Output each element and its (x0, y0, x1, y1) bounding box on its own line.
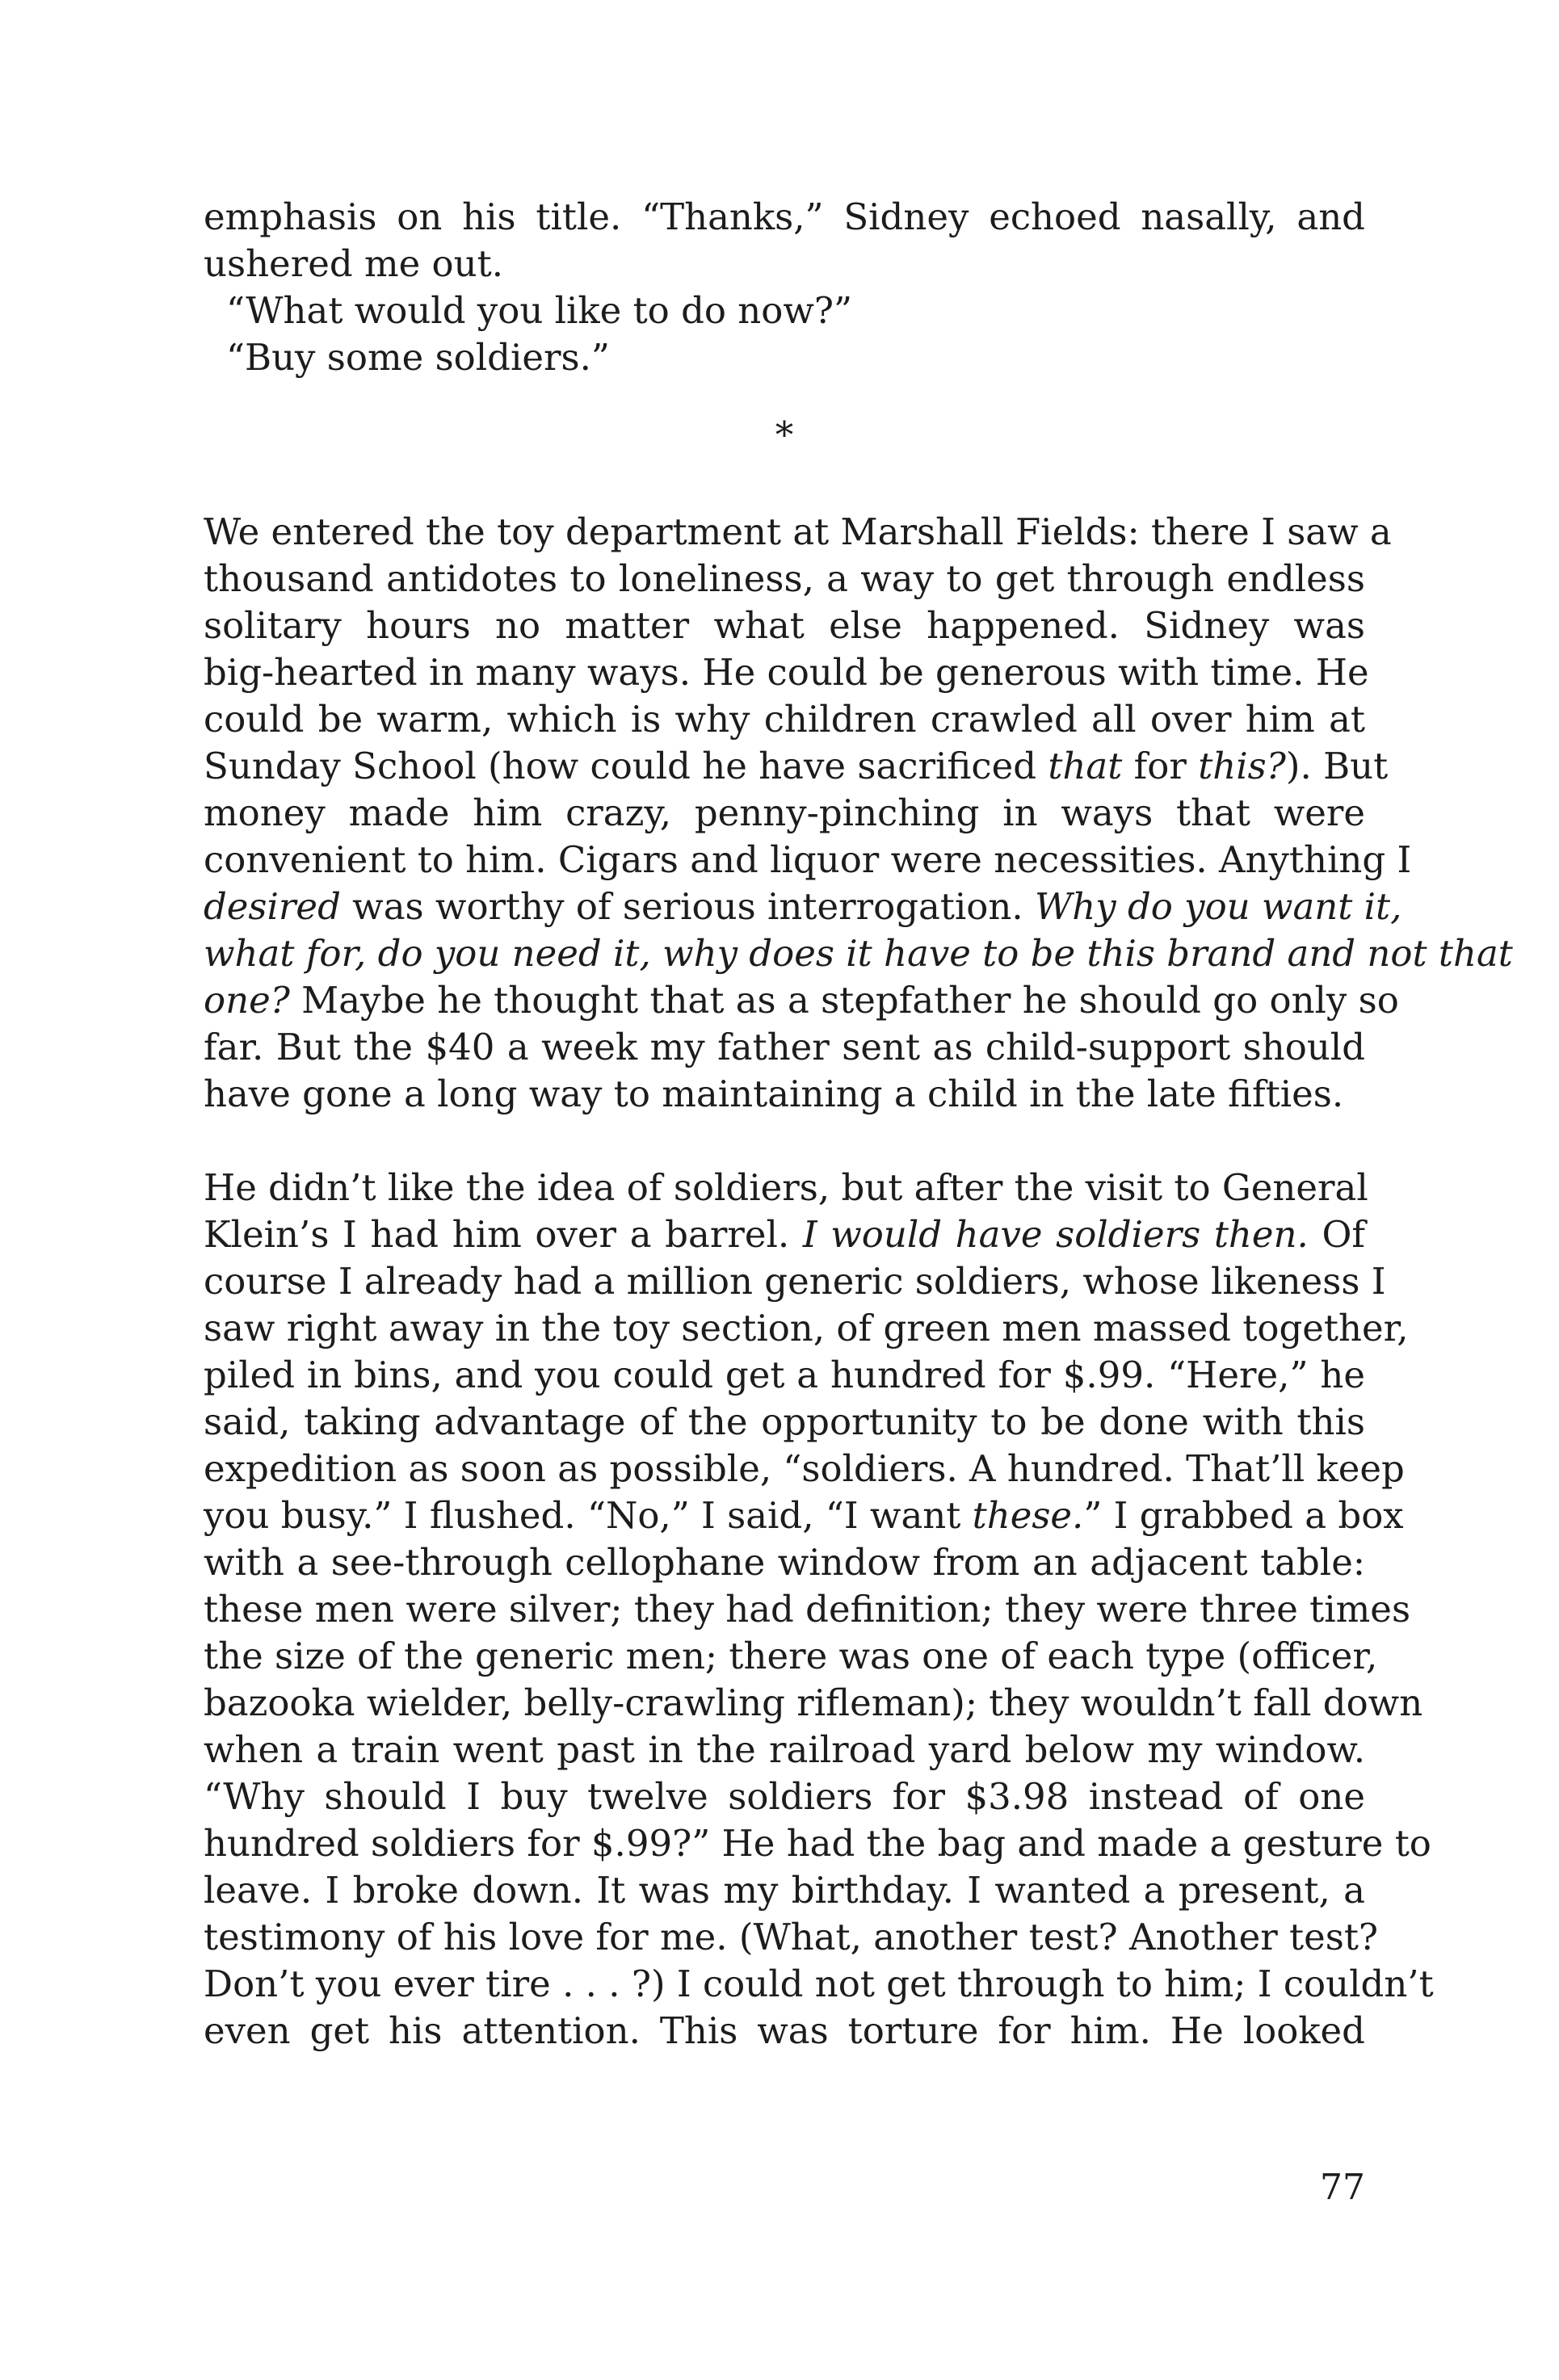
text-line: “Why should I buy twelve soldiers for $3.98 instead of one (204, 1775, 1365, 1818)
text-line: expedition as soon as possible, “soldiers. A hundred. That’ll keep (204, 1447, 1405, 1490)
text-line: convenient to him. Cigars and liquor were necessities. Anything I (204, 838, 1412, 881)
emphasis-text: that (1048, 745, 1123, 787)
text-line: big-hearted in many ways. He could be generous with time. He (204, 651, 1369, 694)
text-line (204, 977, 1399, 1024)
text-line (204, 884, 1402, 930)
text-line: hundred soldiers for $.99?” He had the bag and made a gesture to (204, 1822, 1431, 1865)
text-line: We entered the toy department at Marshall Fields: there I saw a (204, 510, 1392, 553)
text-line (204, 930, 1513, 977)
emphasis-text: I would have soldiers then. (802, 1213, 1309, 1256)
text-run: ). But (1285, 745, 1389, 787)
paragraph-toy-department (204, 509, 1513, 1118)
emphasis-text: desired (204, 885, 341, 928)
text-line: thousand antidotes to loneliness, a way to get through endless (204, 557, 1365, 600)
text-line: “Buy some soldiers.” (226, 336, 610, 379)
text-line: these men were silver; they had definition; they were three times (204, 1588, 1411, 1631)
text-line: solitary hours no matter what else happened. Sidney was (204, 604, 1365, 647)
paragraph-soldiers (204, 1165, 1434, 2055)
text-line: with a see-through cellophane window from an adjacent table: (204, 1541, 1365, 1584)
text-line: ushered me out. (204, 242, 504, 285)
text-line: even get his attention. This was torture for him. He looked (204, 2009, 1365, 2052)
text-line: could be warm, which is why children crawled all over him at (204, 698, 1365, 741)
text-line: course I already had a million generic soldiers, whose likeness I (204, 1260, 1386, 1303)
text-run: Of (1308, 1213, 1366, 1256)
text-run: ” I grabbed a box (1083, 1494, 1404, 1537)
text-line: said, taking advantage of the opportunity to be done with this (204, 1400, 1365, 1443)
emphasis-text: this? (1198, 745, 1286, 787)
emphasis-text: these. (972, 1494, 1084, 1537)
text-run: Maybe he thought that as a stepfather he should go only so (289, 979, 1399, 1022)
text-line: when a train went past in the railroad yard below my window. (204, 1728, 1365, 1771)
text-line: the size of the generic men; there was one of each type (officer, (204, 1635, 1378, 1677)
text-run: was worthy of serious interrogation. (340, 885, 1035, 928)
emphasis-text: Why do you want it, (1034, 885, 1402, 928)
text-run: Klein’s I had him over a barrel. (204, 1213, 803, 1256)
text-line: far. But the $40 a week my father sent as child-support should (204, 1026, 1365, 1068)
text-line: saw right away in the toy section, of green men massed together, (204, 1307, 1409, 1350)
section-separator: * (775, 413, 794, 456)
text-run: for (1122, 745, 1199, 787)
text-line: Don’t you ever tire . . . ?) I could not get through to him; I couldn’t (204, 1962, 1434, 2005)
text-run: you busy.” I flushed. “No,” I said, “I want (204, 1494, 973, 1537)
text-line: bazooka wielder, belly-crawling rifleman); they wouldn’t fall down (204, 1681, 1423, 1724)
text-line: piled in bins, and you could get a hundred for $.99. “Here,” he (204, 1354, 1365, 1396)
emphasis-text: one? (204, 979, 290, 1022)
page-number: 77 (1320, 2167, 1365, 2208)
opening-dialogue (204, 194, 1365, 381)
text-line (204, 743, 1389, 790)
text-line: money made him crazy, penny-pinching in ways that were (204, 791, 1365, 834)
text-line (204, 1211, 1365, 1258)
emphasis-text: what for, do you need it, why does it have to be this brand and not that (204, 932, 1513, 975)
text-line: testimony of his love for me. (What, another test? Another test? (204, 1916, 1379, 1958)
text-line (204, 1492, 1404, 1539)
text-run: Sunday School (how could he have sacrificed (204, 745, 1048, 787)
page-body (204, 194, 1513, 2055)
paragraph-gap (204, 1118, 1365, 1165)
text-line: “What would you like to do now?” (226, 289, 852, 332)
text-line: emphasis on his title. “Thanks,” Sidney echoed nasally, and (204, 195, 1365, 238)
text-line: have gone a long way to maintaining a child in the late fifties. (204, 1072, 1344, 1115)
text-line: leave. I broke down. It was my birthday. I wanted a present, a (204, 1869, 1365, 1912)
text-line: He didn’t like the idea of soldiers, but after the visit to General (204, 1166, 1368, 1209)
